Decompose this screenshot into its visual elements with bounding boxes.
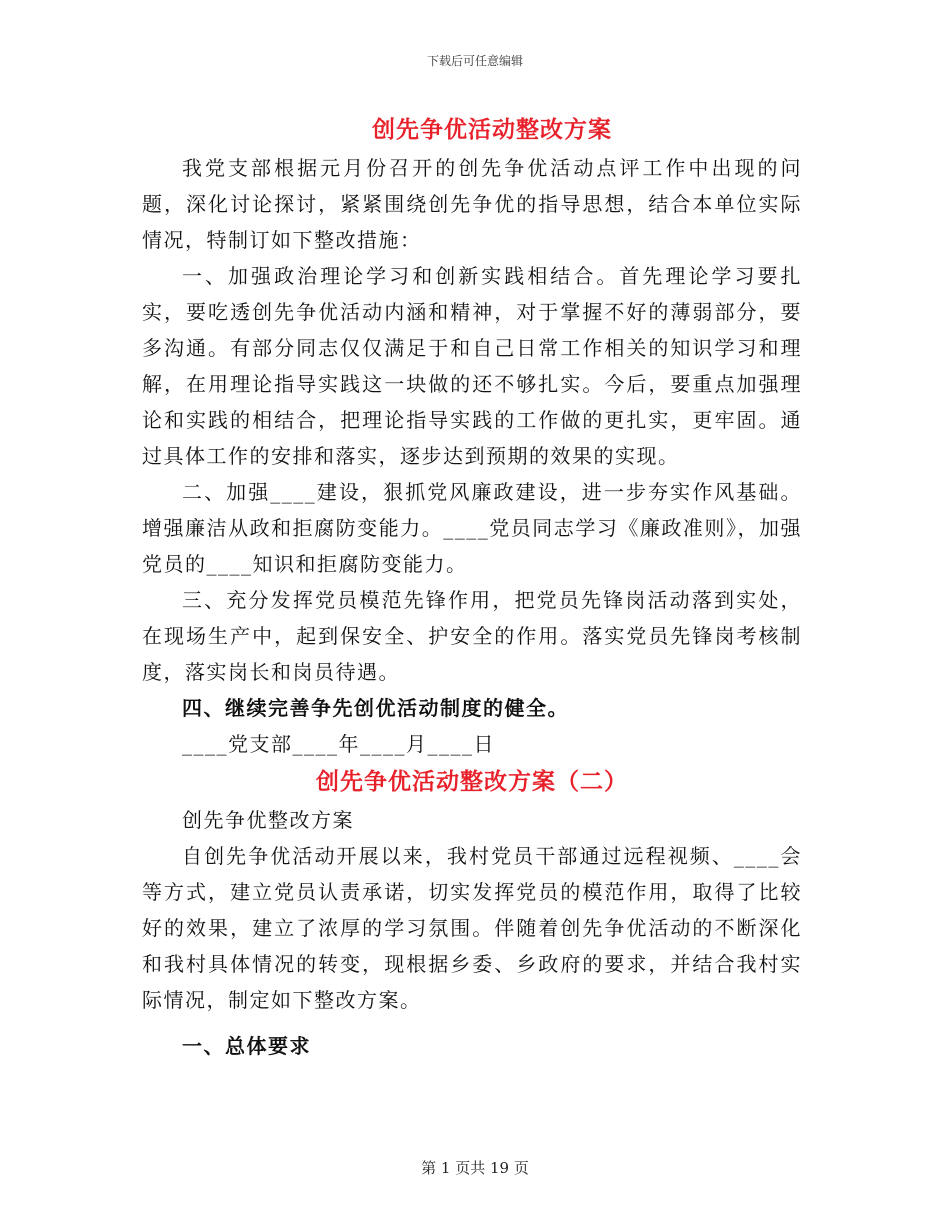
intro-paragraph-2: 自创先争优活动开展以来，我村党员干部通过远程视频、____会等方式，建立党员认责承诺，切实发挥党员的模范作用，取得了比较好的效果，建立了浓厚的学习氛围。伴随着创先争优活动的不断深化和我村具体情况的转变，现根据乡委、乡政府的要求，并结合我村实际情况，制定如下整改方案。 [142,844,802,1012]
header-note: 下载后可任意编辑 [426,54,523,68]
subtitle: 创先争优整改方案 [182,808,354,832]
measure-2-paragraph: 二、加强____建设，狠抓党风廉政建设，进一步夯实作风基础。增强廉洁从政和拒腐防变能力。____党员同志学习《廉政准则》，加强党员的____知识和拒腐防变能力。 [142,480,802,576]
measure-1-paragraph: 一、加强政治理论学习和创新实践相结合。首先理论学习要扎实，要吃透创先争优活动内涵和精神，对于掌握不好的薄弱部分，要多沟通。有部分同志仅仅满足于和自己日常工作相关的知识学习和理解，在用理论指导实践这一块做的还不够扎实。今后，要重点加强理论和实践的相结合，把理论指导实践的工作做的更扎实，更牢固。通过具体工作的安排和落实，逐步达到预期的效果的实现。 [142,264,802,468]
document-body [142,110,802,1064]
measure-3-paragraph: 三、充分发挥党员模范先锋作用，把党员先锋岗活动落到实处，在现场生产中，起到保安全、护安全的作用。落实党员先锋岗考核制度，落实岗长和岗员待遇。 [142,588,802,684]
section-heading: 一、总体要求 [182,1034,311,1058]
intro-paragraph: 我党支部根据元月份召开的创先争优活动点评工作中出现的问题，深化讨论探讨，紧紧围绕创先争优的指导思想，结合本单位实际情况，特制订如下整改措施： [142,156,802,252]
document-title: 创先争优活动整改方案 [372,116,612,143]
measure-4-paragraph: 四、继续完善争先创优活动制度的健全。 [182,696,569,720]
signoff-line: ____党支部____年____月____日 [182,732,495,756]
document-title-2: 创先争优活动整改方案（二） [316,768,628,795]
page-number: 第 1 页共 19 页 [421,1159,529,1177]
